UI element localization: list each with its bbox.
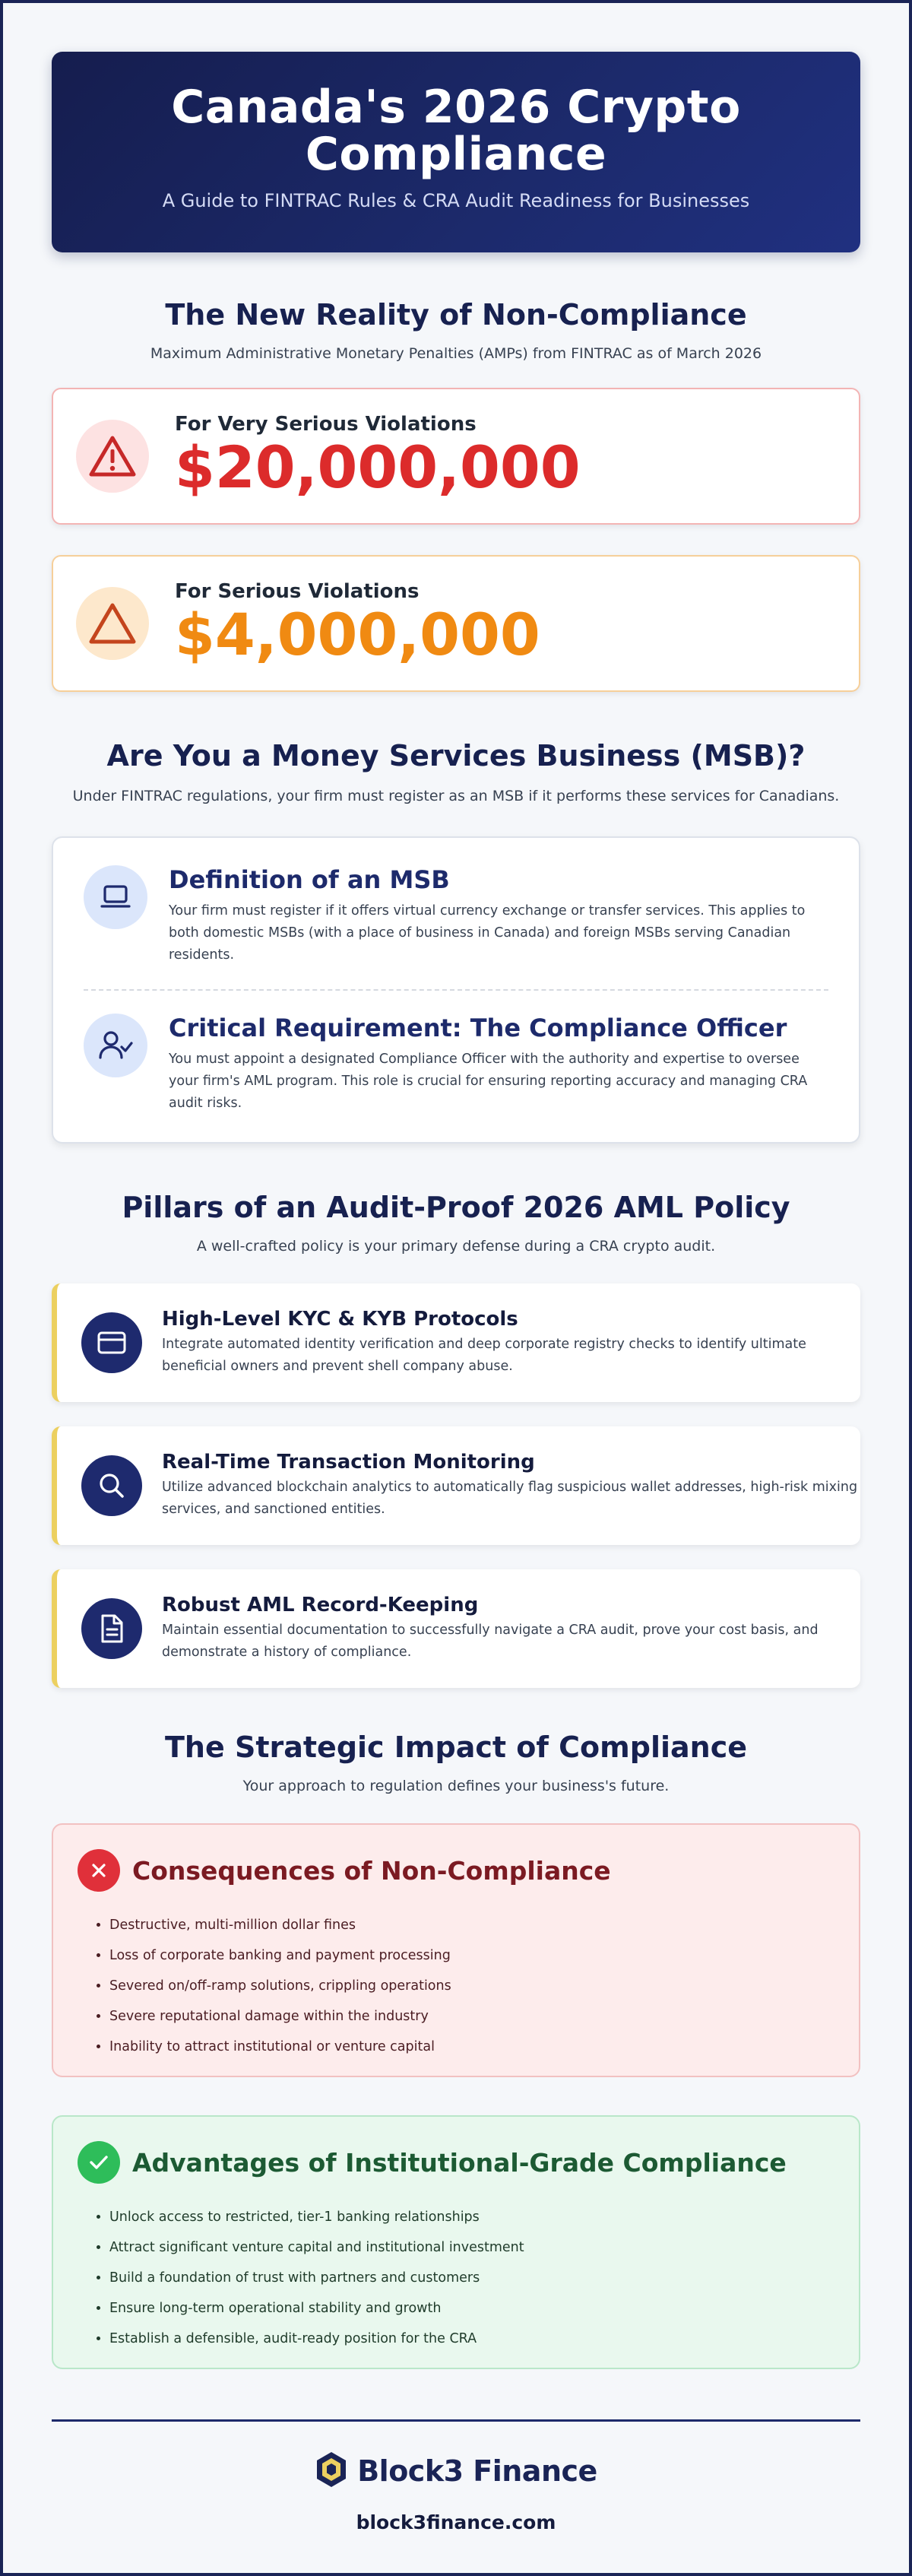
list-item: • Severe reputational damage within the industry xyxy=(109,2001,834,2032)
list-item: • Establish a defensible, audit-ready position for the CRA xyxy=(109,2324,834,2354)
pillar-title: Robust AML Record-Keeping xyxy=(162,1594,479,1616)
pillar-text: Maintain essential documentation to successfully navigate a CRA audit, prove your cost basis, and demonstrate a history of compliance. xyxy=(162,1623,819,1660)
footer-divider xyxy=(52,2419,860,2422)
impact-header xyxy=(52,1731,860,1794)
pillar-text: Utilize advanced blockchain analytics to automatically flag suspicious wallet addresses, high-risk mixing services, and sanctioned entities. xyxy=(162,1480,858,1517)
pillars-title: Pillars of an Audit-Proof 2026 AML Policy xyxy=(122,1191,790,1224)
penalty-amount: $20,000,000 xyxy=(175,433,581,501)
hero-banner xyxy=(52,52,860,252)
pillar-card-monitoring xyxy=(52,1426,860,1545)
page-title: Canada's 2026 Crypto Compliance xyxy=(171,81,741,181)
penalties-subtitle: Maximum Administrative Monetary Penalties (AMPs) from FINTRAC as of March 2026 xyxy=(150,345,762,362)
user-check-icon xyxy=(84,1014,147,1077)
website-link[interactable]: block3finance.com xyxy=(356,2511,556,2533)
advantages-box xyxy=(52,2115,860,2369)
hexagon-logo-icon xyxy=(315,2451,348,2492)
penalty-card-serious xyxy=(52,555,860,692)
divider xyxy=(84,989,828,991)
check-icon xyxy=(78,2141,120,2184)
msb-definition xyxy=(84,865,828,966)
pillar-title: Real-Time Transaction Monitoring xyxy=(162,1451,535,1474)
list-item: • Severed on/off-ramp solutions, crippling operations xyxy=(109,1971,834,2001)
pillar-card-record-keeping xyxy=(52,1569,860,1688)
penalty-label: For Serious Violations xyxy=(175,580,420,603)
penalty-card-very-serious xyxy=(52,388,860,525)
impact-title: The Strategic Impact of Compliance xyxy=(164,1731,747,1764)
page-subtitle: A Guide to FINTRAC Rules & CRA Audit Readiness for Businesses xyxy=(162,190,750,211)
msb-compliance-officer xyxy=(84,1014,828,1115)
pillar-title: High-Level KYC & KYB Protocols xyxy=(162,1308,518,1331)
brand-logo[interactable] xyxy=(52,2451,860,2492)
laptop-icon xyxy=(84,865,147,929)
msb-card xyxy=(52,836,860,1144)
msb-subtitle: Under FINTRAC regulations, your firm must register as an MSB if it performs these services for Canadians. xyxy=(72,788,840,804)
document-icon xyxy=(81,1598,142,1659)
penalty-amount: $4,000,000 xyxy=(175,601,540,668)
advantages-title: Advantages of Institutional-Grade Compliance xyxy=(132,2147,787,2178)
list-item: • Unlock access to restricted, tier-1 banking relationships xyxy=(109,2202,834,2232)
consequences-list xyxy=(109,1910,834,2062)
warning-triangle-icon xyxy=(76,420,149,493)
x-icon xyxy=(78,1849,120,1892)
list-item: • Ensure long-term operational stability and growth xyxy=(109,2293,834,2324)
consequences-box xyxy=(52,1823,860,2077)
penalties-header xyxy=(52,298,860,362)
brand-name: Block3 Finance xyxy=(357,2454,597,2488)
pillar-text: Integrate automated identity verification and deep corporate registry checks to identify ultimate beneficial owners and prevent shell company abuse. xyxy=(162,1337,806,1374)
msb-title: Are You a Money Services Business (MSB)? xyxy=(106,739,806,772)
penalty-label: For Very Serious Violations xyxy=(175,413,477,436)
penalties-title: The New Reality of Non-Compliance xyxy=(165,298,747,332)
impact-subtitle: Your approach to regulation defines your business's future. xyxy=(242,1778,670,1794)
magnifier-icon xyxy=(81,1455,142,1516)
msb-definition-text: Your firm must register if it offers virtual currency exchange or transfer services. This applies to both domestic MSBs (with a place of business in Canada) and foreign MSBs serving Canadian residents. xyxy=(169,903,806,963)
list-item: • Build a foundation of trust with partners and customers xyxy=(109,2263,834,2293)
pillars-subtitle: A well-crafted policy is your primary defense during a CRA crypto audit. xyxy=(196,1238,716,1255)
pillars-header xyxy=(52,1191,860,1255)
list-item: • Attract significant venture capital and institutional investment xyxy=(109,2232,834,2263)
advantages-list xyxy=(109,2202,834,2354)
compliance-officer-title: Critical Requirement: The Compliance Officer xyxy=(169,1014,787,1042)
id-card-icon xyxy=(81,1312,142,1373)
compliance-officer-text: You must appoint a designated Compliance Officer with the authority and expertise to oversee your firm's AML program. This role is crucial for ensuring reporting accuracy and managing CRA audit risks. xyxy=(169,1052,808,1111)
msb-definition-title: Definition of an MSB xyxy=(169,865,450,894)
list-item: • Inability to attract institutional or venture capital xyxy=(109,2032,834,2062)
warning-triangle-icon xyxy=(76,587,149,660)
pillar-card-kyc xyxy=(52,1283,860,1402)
msb-header xyxy=(52,739,860,804)
consequences-title: Consequences of Non-Compliance xyxy=(132,1855,611,1886)
list-item: • Loss of corporate banking and payment processing xyxy=(109,1940,834,1971)
list-item: • Destructive, multi-million dollar fines xyxy=(109,1910,834,1940)
